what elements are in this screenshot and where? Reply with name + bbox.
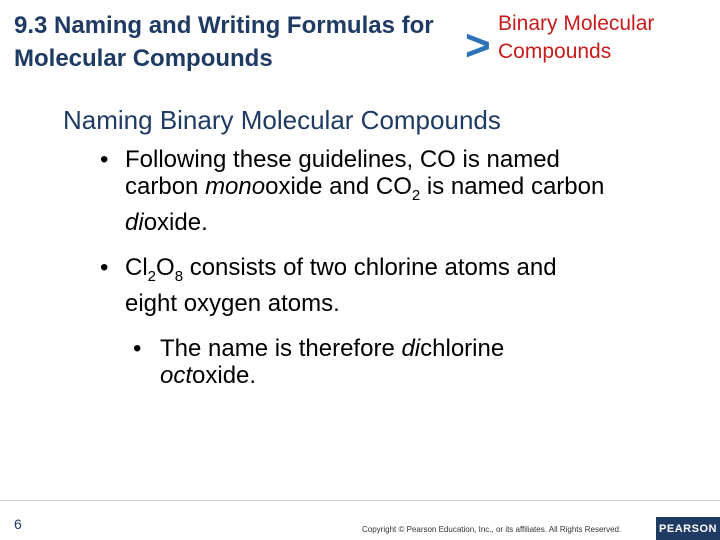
- bullet-text-segment: chlorine: [420, 335, 505, 362]
- bullet-text-segment: oxide.: [192, 362, 257, 389]
- subscript: 2: [411, 186, 421, 204]
- slide-header: [0, 0, 720, 90]
- subscript: 2: [147, 267, 157, 285]
- bullet-prefix-emphasis: di: [125, 208, 144, 236]
- bullet-text-segment: oxide.: [143, 208, 208, 236]
- bullet-text: [160, 335, 504, 389]
- slide-subtitle-line2: Compounds: [498, 40, 612, 63]
- bullet-dot: •: [133, 335, 142, 362]
- bullet-prefix-emphasis: oct: [160, 362, 193, 389]
- bullet-prefix-emphasis: mono: [205, 173, 266, 200]
- chevron-right-icon: >: [465, 21, 491, 70]
- footer-divider: [0, 500, 720, 501]
- bullet-text-segment: Following these guidelines, CO is named: [125, 146, 560, 173]
- bullet-text-segment: oxide and CO: [265, 173, 412, 200]
- slide-title-line1: 9.3 Naming and Writing Formulas for: [14, 12, 434, 39]
- bullet-dot: •: [100, 254, 109, 281]
- bullet-text-segment: carbon: [125, 173, 206, 200]
- bullet-text: [125, 146, 604, 236]
- bullet-text-segment: consists of two chlorine atoms and: [183, 254, 557, 281]
- bullet-text-segment: O: [156, 254, 175, 281]
- section-title: Naming Binary Molecular Compounds: [63, 105, 501, 135]
- copyright-notice: Copyright © Pearson Education, Inc., or its affiliates. All Rights Reserved.: [362, 525, 622, 534]
- bullet-text: [125, 254, 557, 317]
- slide-subtitle-line1: Binary Molecular: [498, 12, 655, 35]
- bullet-dot: •: [100, 146, 109, 173]
- bullet-text-segment: is named carbon: [420, 173, 605, 200]
- bullet-prefix-emphasis: di: [401, 335, 421, 362]
- pearson-logo: PEARSON: [656, 517, 720, 540]
- slide-title-line2: Molecular Compounds: [14, 45, 273, 72]
- bullet-text-segment: eight oxygen atoms.: [125, 289, 340, 317]
- subscript: 8: [174, 267, 184, 285]
- page-number: 6: [14, 516, 22, 532]
- bullet-text-segment: Cl: [125, 254, 148, 281]
- bullet-text-segment: The name is therefore: [160, 335, 402, 362]
